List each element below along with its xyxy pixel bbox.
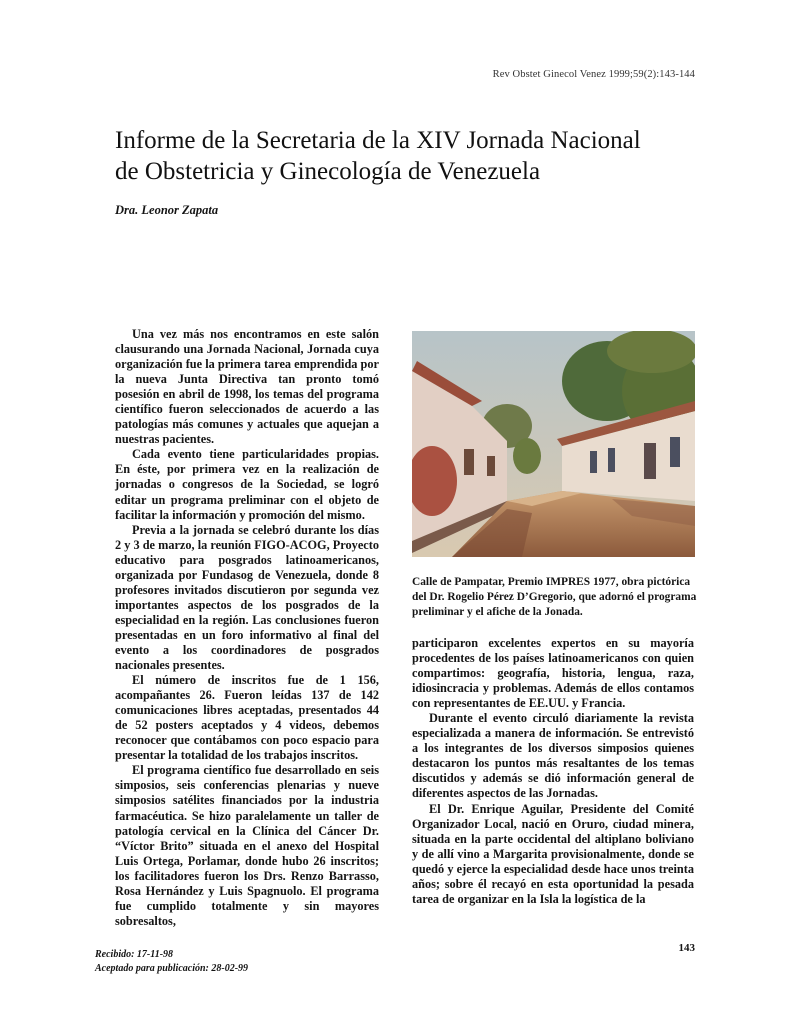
title-line-2: de Obstetricia y Ginecología de Venezuela: [115, 158, 541, 185]
painting-image: [412, 331, 695, 557]
paragraph: El número de inscritos fue de 1 156, acompañantes 26. Fueron leídas 137 de 142 comunicaciones libres aceptadas, presentados 44 de 52 posters aceptados y 4 videos, debemos reconocer que contábamos con poco espacio para presentar la totalidad de los trabajos inscritos.: [115, 673, 379, 763]
paragraph: El Dr. Enrique Aguilar, Presidente del Comité Organizador Local, nació en Oruro, ciudad minera, situada en la parte occidental del altiplano boliviano y de allí vino a Margarita provisionalmente, donde se quedó y ejerce la especialidad desde hace unos treinta años; sobre él recayó en esta oportunidad la pesada tarea de organizar en la Isla la logística de la: [412, 801, 694, 906]
body-right-column: [412, 636, 694, 907]
street-painting-illustration: [412, 331, 695, 557]
page-number: 143: [678, 942, 695, 954]
paragraph: Previa a la jornada se celebró durante los días 2 y 3 de marzo, la reunión FIGO-ACOG, Proyecto educativo para posgrados latinoamericanos, organizada por Fundasog de Venezuela, donde 8 profesores invitados discutieron por segunda vez importantes aspectos de los posgrados de la especialidad en la región. Las conclusiones fueron presentadas en un foro informativo al final del evento a los coordinadores de posgrados nacionales presentes.: [115, 522, 379, 673]
paragraph: Durante el evento circuló diariamente la revista especializada a manera de información. Se entrevistó a los integrantes de los diversos simposios quienes destacaron los puntos más resaltantes de los temas discutidos y además se dió información general de diferentes aspectos de las Jornadas.: [412, 711, 694, 801]
paragraph: El programa científico fue desarrollado en seis simposios, seis conferencias plenarias y nueve simposios satélites financiados por la industria farmacéutica. Se hizo paralelamente un taller de patología cervical en la Clínica del Cáncer Dr. “Víctor Brito” situada en el anexo del Hospital Luis Ortega, Porlamar, donde hubo 26 inscritos; los facilitadores fueron los Drs. Renzo Barrasso, Rosa Hernández y Luis Spagnuolo. El programa fue cumplido totalmente y sin mayores sobresaltos,: [115, 763, 379, 928]
body-left-column: [115, 327, 379, 929]
received-date: Recibido: 17-11-98: [95, 949, 174, 960]
submission-dates: [95, 948, 248, 976]
journal-reference: Rev Obstet Ginecol Venez 1999;59(2):143-144: [492, 69, 695, 80]
paragraph: Una vez más nos encontramos en este salón clausurando una Jornada Nacional, Jornada cuya organización fue la primera tarea emprendida por la nueva Junta Directiva tan pronto tomó posesión en abril de 1998, los temas del programa científico fueron seleccionados de acuerdo a las patologías más comunes y actuales que aquejan a nuestras pacientes.: [115, 327, 379, 447]
article-title: [115, 125, 695, 187]
title-line-1: Informe de la Secretaria de la XIV Jornada Nacional: [115, 127, 641, 154]
accepted-date: Aceptado para publicación: 28-02-99: [95, 963, 249, 974]
paragraph: Cada evento tiene particularidades propias. En éste, por primera vez en la realización de jornadas o congresos de la Sociedad, se logró editar un programa preliminar con el objeto de facilitar la información y promoción del mismo.: [115, 447, 379, 522]
figure-caption: Calle de Pampatar, Premio IMPRES 1977, obra pictórica del Dr. Rogelio Pérez D’Gregorio, que adornó el programa preliminar y el afiche de la Jonada.: [412, 576, 697, 618]
paragraph: participaron excelentes expertos en su mayoría procedentes de los países latinoamericanos con quien compartimos: geografía, historia, lengua, raza, idiosincracia y problemas. Además de ellos contamos con representantes de EE.UU. y Francia.: [412, 636, 694, 711]
author-name: Dra. Leonor Zapata: [115, 203, 219, 217]
